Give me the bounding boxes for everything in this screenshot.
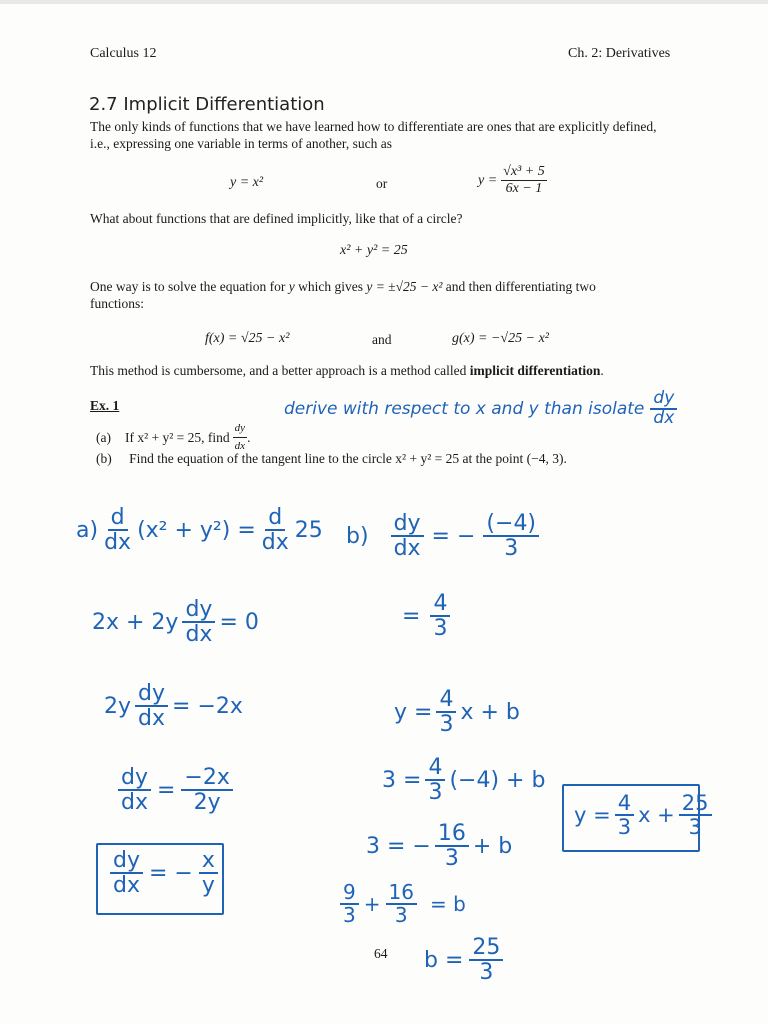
intro-paragraph [90,118,690,152]
solve-line-1: One way is to solve the equation for y which gives y = ±√25 − x² and then differentiating two [90,279,596,294]
handwritten-note: derive with respect to x and y than isolate $\frac{dy}{dx}$ [284,390,677,428]
hw-a-step-1: a) $\frac{d}{dx}$ (x² + y²) = $\frac{d}{dx}$ 25 [76,505,323,556]
method-sentence: This method is cumbersome, and a better approach is a method called implicit differentiation. [90,363,604,378]
hw-a-step-2: 2x + 2y $\frac{dy}{dx}$ = 0 [92,597,259,648]
function-g: g(x) = −√25 − x² [452,331,549,346]
solve-paragraph [90,278,690,312]
circle-equation: x² + y² = 25 [340,243,408,258]
page-number: 64 [374,946,388,961]
eq2-lhs: y = [478,172,498,188]
solve-equation: y = ±√25 − x² [366,279,443,294]
hw-b-step-4: 3 = $\frac{4}{3}$ (−4) + b [382,755,546,806]
dy-dx-fraction: $\frac{dy}{dx}$ [234,422,246,452]
hw-b-step-5: 3 = − $\frac{16}{3}$ + b [366,821,513,872]
eq2-fraction [501,164,547,197]
hw-b-step-6: $\frac{9}{3}$ + $\frac{16}{3}$ = b [340,882,466,926]
implicit-question: What about functions that are defined implicitly, like that of a circle? [90,211,463,226]
solve-line-2: functions: [90,296,144,311]
and-label: and [372,332,392,347]
intro-line-1: The only kinds of functions that we have learned how to differentiate are ones that are explicitly defined, [90,119,657,134]
part-a-question: (a) If x² + y² = 25, find $\frac{dy}{dx}$ . [96,420,250,455]
hw-b-step-1: b) $\frac{dy}{dx}$ = − $\frac{(-4)}{3}$ [346,512,539,560]
function-f: f(x) = √25 − x² [205,331,290,346]
header-left: Calculus 12 [90,46,157,61]
or-label: or [376,176,388,191]
implicit-differentiation-term: implicit differentiation [469,363,601,378]
hw-b-step-7: b = $\frac{25}{3}$ [424,936,503,984]
eq2-numerator: √x³ + 5 [503,164,545,179]
hw-a-answer: $\frac{dy}{dx}$ = − $\frac{x}{y}$ [110,849,218,897]
section-title: 2.7 Implicit Differentiation [89,94,325,115]
hw-a-step-3: 2y $\frac{dy}{dx}$ = −2x [104,681,243,732]
hw-b-answer: y = $\frac{4}{3}$ x + $\frac{25}{3}$ [574,792,712,838]
equation-rational-function [478,164,547,197]
intro-line-2: i.e., expressing one variable in terms of another, such as [90,136,392,151]
hw-a-step-4: $\frac{dy}{dx}$ = $\frac{-2x}{2y}$ [118,766,233,814]
equation-y-equals-x-squared: y = x² [230,175,264,190]
example-1-label: Ex. 1 [90,398,120,413]
eq2-denominator: 6x − 1 [505,181,543,196]
hw-b-step-3: y = $\frac{4}{3}$ x + b [394,687,520,738]
header-right: Ch. 2: Derivatives [568,46,671,61]
part-b-question: (b) Find the equation of the tangent line to the circle x² + y² = 25 at the point (−4, 3). [96,451,567,466]
scan-edge [0,0,768,4]
hw-b-step-2: = $\frac{4}{3}$ [402,592,450,640]
